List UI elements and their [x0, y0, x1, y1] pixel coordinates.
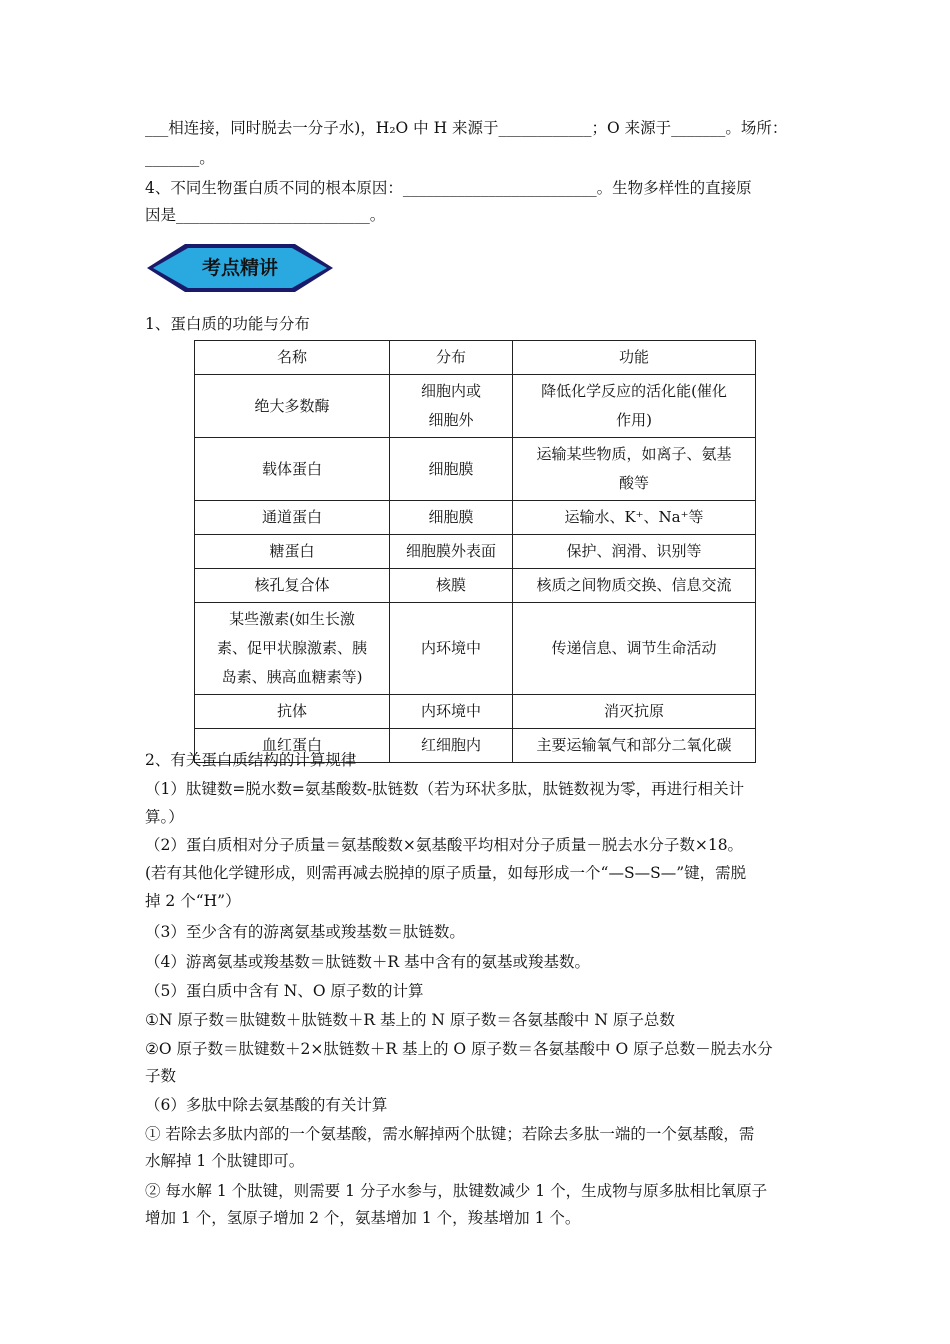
cell-name: 通道蛋白: [195, 501, 390, 535]
rule-line: （5）蛋白质中含有 N、O 原子数的计算: [145, 982, 424, 1000]
cell-function: 保护、润滑、识别等: [513, 535, 756, 569]
rule-line: 增加 1 个，氢原子增加 2 个，氨基增加 1 个，羧基增加 1 个。: [145, 1209, 581, 1227]
rule-line: 算。）: [145, 808, 184, 826]
rule-line: 水解掉 1 个肽键即可。: [145, 1152, 305, 1170]
cell-name: 核孔复合体: [195, 569, 390, 603]
table-row: [195, 569, 756, 603]
cell-function: 主要运输氧气和部分二氧化碳: [513, 729, 756, 763]
question-4-line-1: 4、不同生物蛋白质不同的根本原因：_________________________。生物多样性的直接原: [145, 179, 752, 197]
section-1-title: 1、蛋白质的功能与分布: [145, 315, 310, 333]
rule-line: （6）多肽中除去氨基酸的有关计算: [145, 1096, 388, 1114]
rule-line: （1）肽键数=脱水数=氨基酸数-肽链数（若为环状多肽，肽链数视为零，再进行相关计: [145, 780, 745, 798]
header-line-2: _______。: [145, 149, 215, 167]
cell-function: 消灭抗原: [513, 695, 756, 729]
rule-line: ① 若除去多肽内部的一个氨基酸，需水解掉两个肽键；若除去多肽一端的一个氨基酸，需: [145, 1125, 755, 1143]
rule-line: （4）游离氨基或羧基数＝肽链数＋R 基中含有的氨基或羧基数。: [145, 953, 590, 971]
cell-function: 核质之间物质交换、信息交流: [513, 569, 756, 603]
table-row: [195, 375, 756, 438]
table-row: [195, 501, 756, 535]
cell-function: 传递信息、调节生命活动: [513, 603, 756, 695]
cell-distribution: 细胞膜: [390, 438, 513, 501]
rule-line: (若有其他化学键形成，则需再减去脱掉的原子质量，如每形成一个“—S—S—”键，需脱: [145, 864, 747, 882]
cell-function: 降低化学反应的活化能(催化 作用): [513, 375, 756, 438]
section-2-title: 2、有关蛋白质结构的计算规律: [145, 751, 357, 769]
rule-line: ①N 原子数＝肽键数＋肽链数＋R 基上的 N 原子数＝各氨基酸中 N 原子总数: [145, 1011, 675, 1029]
question-4-line-2: 因是_________________________。: [145, 206, 386, 224]
header-distribution: 分布: [390, 341, 513, 375]
rule-line: ② 每水解 1 个肽键，则需要 1 分子水参与，肽键数减少 1 个，生成物与原多肽相比氧原子: [145, 1182, 768, 1200]
section-banner: [145, 240, 335, 296]
cell-name: 载体蛋白: [195, 438, 390, 501]
rule-line: 掉 2 个“H”）: [145, 892, 241, 910]
table-row: [195, 535, 756, 569]
table-row: [195, 603, 756, 695]
rule-line: （3）至少含有的游离氨基或羧基数＝肽链数。: [145, 923, 465, 941]
cell-distribution: 红细胞内: [390, 729, 513, 763]
cell-distribution: 核膜: [390, 569, 513, 603]
protein-function-table: [194, 340, 756, 763]
table-row: [195, 695, 756, 729]
cell-name: 糖蛋白: [195, 535, 390, 569]
rule-line: ②O 原子数＝肽键数＋2×肽链数＋R 基上的 O 原子数＝各氨基酸中 O 原子总数－脱去水分: [145, 1040, 773, 1058]
table-header-row: [195, 341, 756, 375]
banner-label: 考点精讲: [201, 257, 278, 279]
cell-name: 绝大多数酶: [195, 375, 390, 438]
rule-line: 子数: [145, 1067, 177, 1085]
cell-distribution: 细胞内或 细胞外: [390, 375, 513, 438]
cell-name: 某些激素(如生长激 素、促甲状腺激素、胰 岛素、胰高血糖素等): [195, 603, 390, 695]
cell-distribution: 细胞膜外表面: [390, 535, 513, 569]
cell-function: 运输某些物质，如离子、氨基 酸等: [513, 438, 756, 501]
header-line-1: ___相连接，同时脱去一分子水)，H₂O 中 H 来源于____________；O 来源于_______。场所：: [145, 119, 788, 137]
cell-distribution: 内环境中: [390, 695, 513, 729]
cell-name: 血红蛋白: [195, 729, 390, 763]
header-function: 功能: [513, 341, 756, 375]
cell-distribution: 内环境中: [390, 603, 513, 695]
cell-name: 抗体: [195, 695, 390, 729]
cell-distribution: 细胞膜: [390, 501, 513, 535]
header-name: 名称: [195, 341, 390, 375]
table-row: [195, 438, 756, 501]
cell-function: 运输水、K⁺、Na⁺等: [513, 501, 756, 535]
rule-line: （2）蛋白质相对分子质量＝氨基酸数×氨基酸平均相对分子质量－脱去水分子数×18。: [145, 836, 744, 854]
